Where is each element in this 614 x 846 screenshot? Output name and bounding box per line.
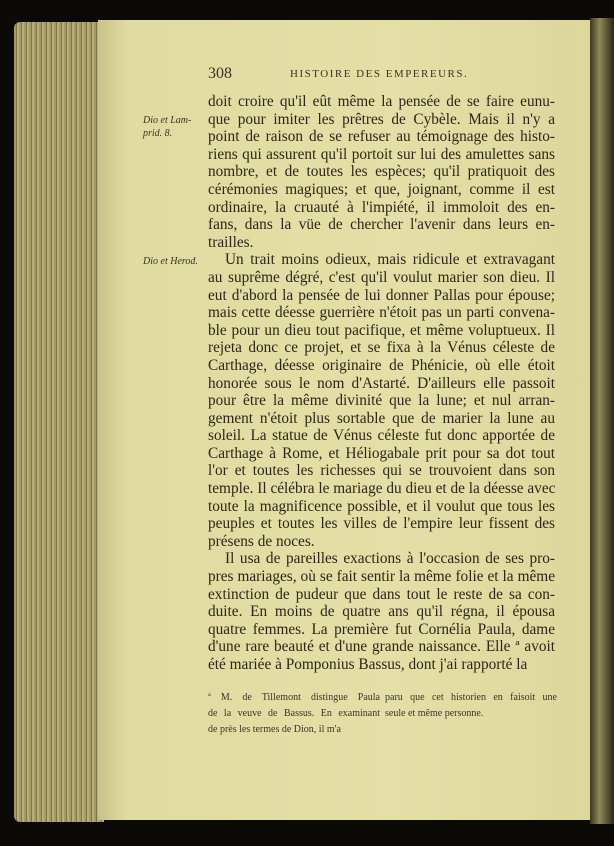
text-line: extinction de pudeur que dans tout le reste de sa con- <box>208 585 555 603</box>
text-line: trailles. <box>208 233 254 251</box>
text-line: été mariée à Pomponius Bassus, dont j'ai rapporté la <box>208 656 528 673</box>
binding-edge <box>590 18 614 824</box>
text-line: duite. En moins de quatre ans qu'il régna, il épousa <box>208 603 555 621</box>
footnote-line: de la veuve de Bassus. En examinant <box>208 708 380 719</box>
text-line: toute la magnificence possible, et il voulut que tous les <box>208 497 555 515</box>
footnote-line: de près les termes de Dion, il m'a <box>208 724 341 735</box>
text-line: nombre, et de toutes les espèces; qu'il pratiquoit des <box>208 163 555 181</box>
text-line: Il usa de pareilles exactions à l'occasion de ses pro- <box>225 550 555 568</box>
text-line: peuples et toutes les villes de l'empire leur fissent des <box>208 515 555 533</box>
text-line: riens qui assurent qu'il portoit sur lui des amulettes sans <box>208 145 555 163</box>
footnote-left-column <box>208 690 380 738</box>
text-line: au suprême dégré, c'est qu'il voulut marier son dieu. Il <box>208 268 555 286</box>
footnote-line: ª M. de Tillemont distingue Paula <box>208 692 380 703</box>
text-line: ordinaire, la cruauté à l'impiété, il immoloit des en- <box>208 198 555 216</box>
body-text <box>208 93 555 674</box>
text-line: cérémonies magiques; et que, joignant, comme il est <box>208 180 555 198</box>
page-stack-edge <box>14 22 104 822</box>
text-line: eut d'abord la pensée de lui donner Pallas pour épouse; <box>208 286 555 304</box>
footnote-line: seule et même personne. <box>385 708 484 719</box>
text-line: Un trait moins odieux, mais ridicule et extravagant <box>225 251 555 269</box>
text-line: que pour imiter les prêtres de Cybèle. Mais il n'y a <box>208 110 555 128</box>
text-line: point de raison de se refuser au témoignage des histo- <box>208 128 555 146</box>
text-line: d'une rare beauté et d'une grande naissance. Elle ª avoit <box>208 638 555 656</box>
text-line: fans, dans la vüe de chercher l'avenir dans leurs en- <box>208 216 555 234</box>
text-line: doit croire qu'il eût même la pensée de se faire eunu- <box>208 93 555 110</box>
text-line: ble pour un dieu tout pacifique, et même voluptueux. Il <box>208 321 555 339</box>
text-line: quatre femmes. La première fut Cornélia Paula, dame <box>208 620 555 638</box>
running-title: HISTOIRE DES EMPEREURS. <box>290 68 469 80</box>
text-line: pres mariages, où se fait sentir la même folie et la même <box>208 568 555 586</box>
margin-note: prid. 8. <box>143 128 173 139</box>
text-line: soleil. La statue de Vénus céleste fut donc apportée de <box>208 427 555 445</box>
margin-note: Dio et Herod. <box>143 256 198 267</box>
text-line: Carthage, déesse originaire de Phénicie, où elle étoit <box>208 356 555 374</box>
margin-note: Dio et Lam- <box>143 115 192 126</box>
text-line: pour être la même divinité que la lune; et nul arran- <box>208 392 555 410</box>
text-line: temple. Il célébra le mariage du dieu et de la déesse avec <box>208 480 556 498</box>
text-line: gement n'étoit plus sortable que de marier la lune au <box>208 409 555 427</box>
text-line: Carthage à Rome, et Héliogabale prit pour sa dot tout <box>208 444 555 462</box>
text-line: honorée sous le nom d'Astarté. D'ailleurs elle passoit <box>208 374 555 392</box>
page-number: 308 <box>208 65 232 82</box>
footnote-right-column <box>385 690 557 722</box>
text-line: présens de noces. <box>208 532 315 550</box>
text-line: rejeta donc ce projet, et se fixa à la Vénus céleste de <box>208 339 555 357</box>
footnote-line: paru que cet historien en faisoit une <box>385 692 557 703</box>
running-header <box>208 64 555 84</box>
text-line: l'or et toutes les richesses qui se trouvoient dans son <box>208 462 555 480</box>
text-line: mais cette déesse guerrière n'étoit pas un parti convena- <box>208 304 555 322</box>
